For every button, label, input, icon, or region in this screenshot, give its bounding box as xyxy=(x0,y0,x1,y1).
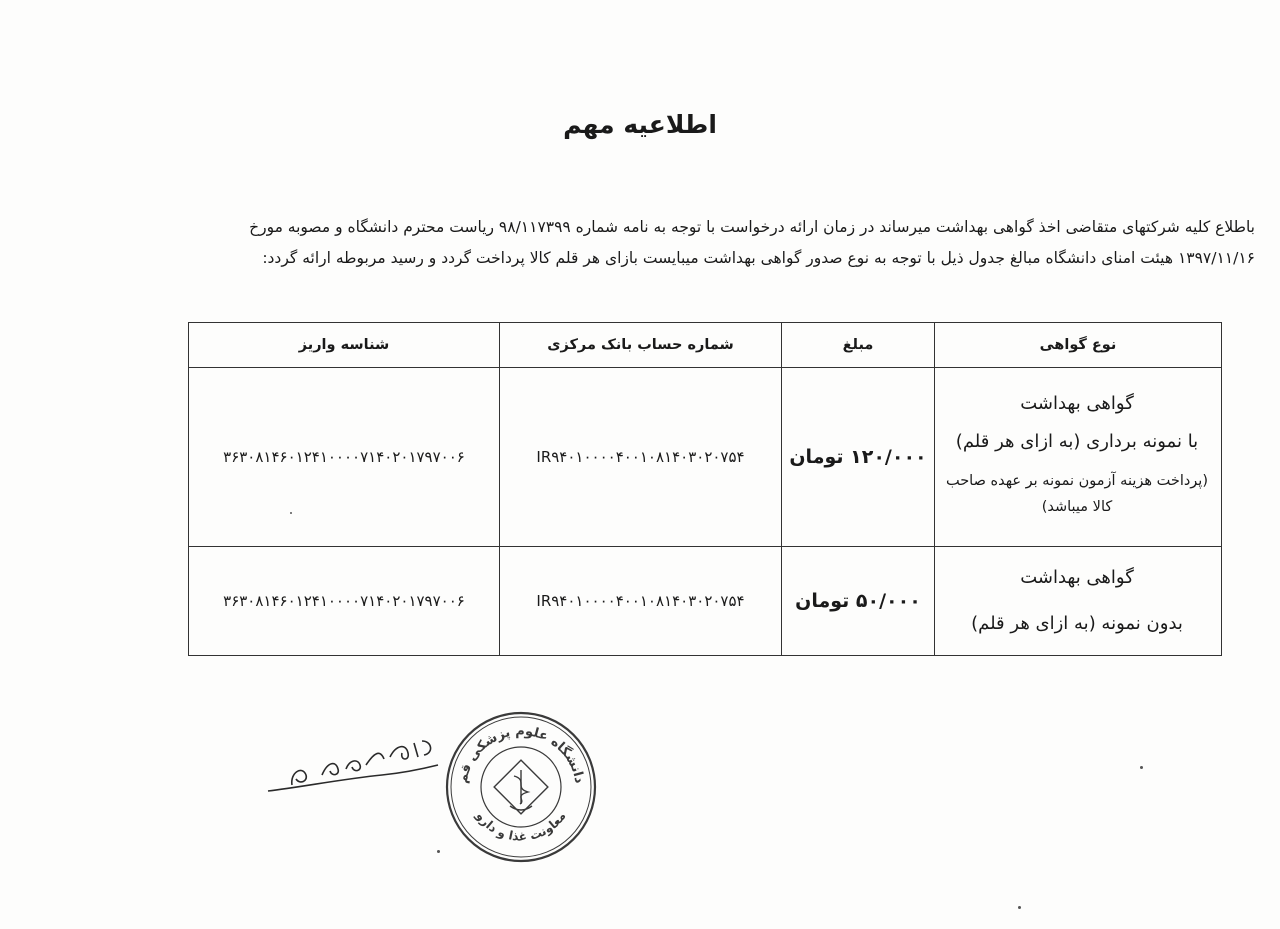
header-amount: مبلغ xyxy=(782,323,935,368)
table-row xyxy=(189,368,1222,547)
signature-mark xyxy=(262,735,442,805)
deposit-id-cell: ۳۶۳۰۸۱۴۶۰۱۲۴۱۰۰۰۰۷۱۴۰۲۰۱۷۹۷۰۰۶ xyxy=(189,547,500,656)
certificate-type-cell xyxy=(935,368,1222,547)
certificate-type-cell xyxy=(935,547,1222,656)
certificate-type-detail: بدون نمونه (به ازای هر قلم) xyxy=(971,613,1183,634)
certificate-type-note: (پرداخت هزینه آزمون نمونه بر عهده صاحب کالا میباشد) xyxy=(945,473,1209,515)
deposit-id-cell: ۳۶۳۰۸۱۴۶۰۱۲۴۱۰۰۰۰۷۱۴۰۲۰۱۷۹۷۰۰۶ xyxy=(189,368,500,547)
scan-speck xyxy=(290,512,292,514)
certificate-type-detail: با نمونه برداری (به ازای هر قلم) xyxy=(955,431,1199,452)
account-number-cell: IR۹۴۰۱۰۰۰۰۴۰۰۱۰۸۱۴۰۳۰۲۰۷۵۴ xyxy=(500,547,782,656)
stamp-text-top: دانشگاه علوم پزشکی قم xyxy=(455,723,587,785)
official-stamp xyxy=(440,706,602,868)
intro-paragraph: باطلاع کلیه شرکتهای متقاضی اخذ گواهی بهداشت میرساند در زمان ارائه درخواست با توجه به نامه شماره ۹۸/۱۱۷۳۹۹ ریاست محترم دانشگاه و مصوبه مورخ ۱۳۹۷/۱۱/۱۶ هیئت امنای دانشگاه مبالغ جدول ذیل با توجه به نوع صدور گواهی بهداشت میبایست بازای هر قلم کالا پرداخت گردد و رسید مربوطه ارائه گردد: xyxy=(249,218,1255,267)
certificate-type-title: گواهی بهداشت xyxy=(1020,393,1134,414)
scan-speck xyxy=(1018,906,1021,909)
header-type: نوع گواهی xyxy=(935,323,1222,368)
fees-table xyxy=(188,322,1222,656)
amount-cell: ۵۰/۰۰۰ تومان xyxy=(782,547,935,656)
scan-speck xyxy=(437,850,440,853)
document-title: اطلاعیه مهم xyxy=(563,110,717,139)
amount-cell: ۱۲۰/۰۰۰ تومان xyxy=(782,368,935,547)
header-account: شماره حساب بانک مرکزی xyxy=(500,323,782,368)
certificate-type-title: گواهی بهداشت xyxy=(1020,567,1134,588)
table-row xyxy=(189,547,1222,656)
stamp-text-bottom: معاونت غذا و دارو xyxy=(473,809,569,844)
stamp-emblem-icon xyxy=(494,760,548,814)
account-number-cell: IR۹۴۰۱۰۰۰۰۴۰۰۱۰۸۱۴۰۳۰۲۰۷۵۴ xyxy=(500,368,782,547)
scan-speck xyxy=(1140,766,1143,769)
table-header-row xyxy=(189,323,1222,368)
header-deposit-id: شناسه واریز xyxy=(189,323,500,368)
